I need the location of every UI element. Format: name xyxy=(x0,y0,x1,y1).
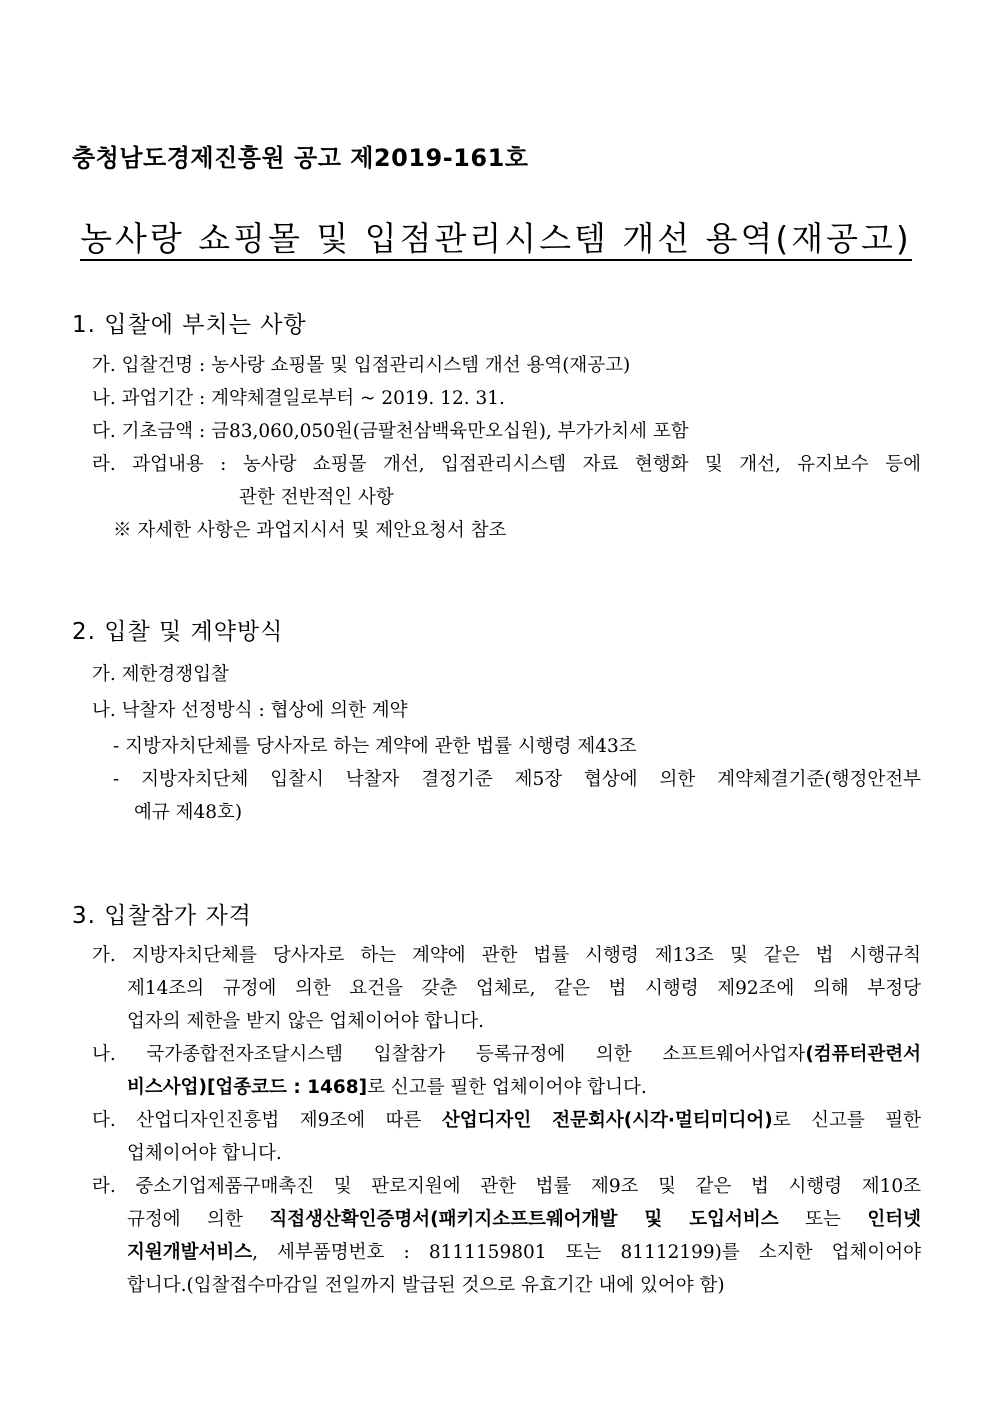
section3-da-line2: 업체이어야 합니다. xyxy=(127,1143,282,1164)
notice-number: 충청남도경제진흥원 공고 제2019-161호 xyxy=(72,144,529,172)
section3-ra-line4: 합니다.(입찰접수마감일 전일까지 발급된 것으로 유효기간 내에 있어야 함) xyxy=(127,1275,725,1296)
section2-item-ga: 가. 제한경쟁입찰 xyxy=(92,664,229,685)
section3-da-line1 xyxy=(92,1104,921,1137)
section3-da-line1-end: 로 신고를 필한 xyxy=(772,1110,921,1131)
section3-ga-line2: 제14조의 규정에 의한 요건을 갖춘 업체로, 같은 법 시행령 제92조에 의해 부정당 xyxy=(127,978,921,999)
section2-sub2-line1: - 지방자치단체 입찰시 낙찰자 결정기준 제5장 협상에 의한 계약체결기준(행정안전부 xyxy=(113,769,921,790)
section1-item-da: 다. 기초금액 : 금83,060,050원(금팔천삼백육만오십원), 부가가치세 포함 xyxy=(92,421,689,442)
section3-ga-line3: 업자의 제한을 받지 않은 업체이어야 합니다. xyxy=(127,1011,484,1032)
section3-na-line2-text: 로 신고를 필한 업체이어야 합니다. xyxy=(367,1077,647,1098)
section3-na-line2 xyxy=(127,1071,647,1104)
section3-ga-line1: 가. 지방자치단체를 당사자로 하는 계약에 관한 법률 시행령 제13조 및 같은 법 시행규칙 xyxy=(92,945,921,966)
section3-na-bold-category: (컴퓨터관련서 xyxy=(805,1044,921,1065)
section3-ra-line2-or: 또는 xyxy=(778,1209,868,1230)
document-title xyxy=(0,213,992,260)
section1-item-ga: 가. 입찰건명 : 농사랑 쇼핑몰 및 입점관리시스템 개선 용역(재공고) xyxy=(92,355,631,376)
section3-ra-line3-text: , 세부품명번호 : 8111159801 또는 81112199)를 소지한 업체이어야 xyxy=(252,1242,921,1263)
section3-heading: 3. 입찰참가 자격 xyxy=(72,903,252,929)
section3-da-line1-text: 다. 산업디자인진흥법 제9조에 따른 xyxy=(92,1110,442,1131)
section3-ra-line1: 라. 중소기업제품구매촉진 및 판로지원에 관한 법률 제9조 및 같은 법 시행령 제10조 xyxy=(92,1176,921,1197)
section2-item-na: 나. 낙찰자 선정방식 : 협상에 의한 계약 xyxy=(92,700,408,721)
section3-ra-bold-service: 지원개발서비스 xyxy=(127,1242,253,1263)
section2-sub2-line2: 예규 제48호) xyxy=(134,802,243,823)
section2-heading: 2. 입찰 및 계약방식 xyxy=(72,619,284,645)
section1-item-ra-line2: 관한 전반적인 사항 xyxy=(239,487,394,508)
section3-ra-line2-text: 규정에 의한 xyxy=(127,1209,270,1230)
section3-na-bold-code: 비스사업)[업종코드 : 1468] xyxy=(127,1077,368,1098)
section1-heading: 1. 입찰에 부치는 사항 xyxy=(72,312,307,338)
section3-ra-bold-certificate: 직접생산확인증명서(패키지소프트웨어개발 및 도입서비스 xyxy=(269,1209,779,1230)
section2-sub1: - 지방자치단체를 당사자로 하는 계약에 관한 법률 시행령 제43조 xyxy=(113,736,637,757)
section1-note: ※ 자세한 사항은 과업지시서 및 제안요청서 참조 xyxy=(113,520,507,541)
section3-na-line1 xyxy=(92,1038,921,1071)
document-title-text: 농사랑 쇼핑몰 및 입점관리시스템 개선 용역(재공고) xyxy=(80,219,912,261)
section3-ra-line3 xyxy=(127,1236,921,1269)
section3-da-bold: 산업디자인 전문회사(시각·멀티미디어) xyxy=(441,1110,773,1131)
section1-item-ra-line1: 라. 과업내용 : 농사랑 쇼핑몰 개선, 입점관리시스템 자료 현행화 및 개선, 유지보수 등에 xyxy=(92,454,921,475)
section3-ra-line2 xyxy=(127,1203,921,1236)
section1-item-na: 나. 과업기간 : 계약체결일로부터 ~ 2019. 12. 31. xyxy=(92,388,505,409)
section3-na-line1-text: 나. 국가종합전자조달시스템 입찰참가 등록규정에 의한 소프트웨어사업자 xyxy=(92,1044,806,1065)
section3-ra-bold-internet: 인터넷 xyxy=(867,1209,921,1230)
